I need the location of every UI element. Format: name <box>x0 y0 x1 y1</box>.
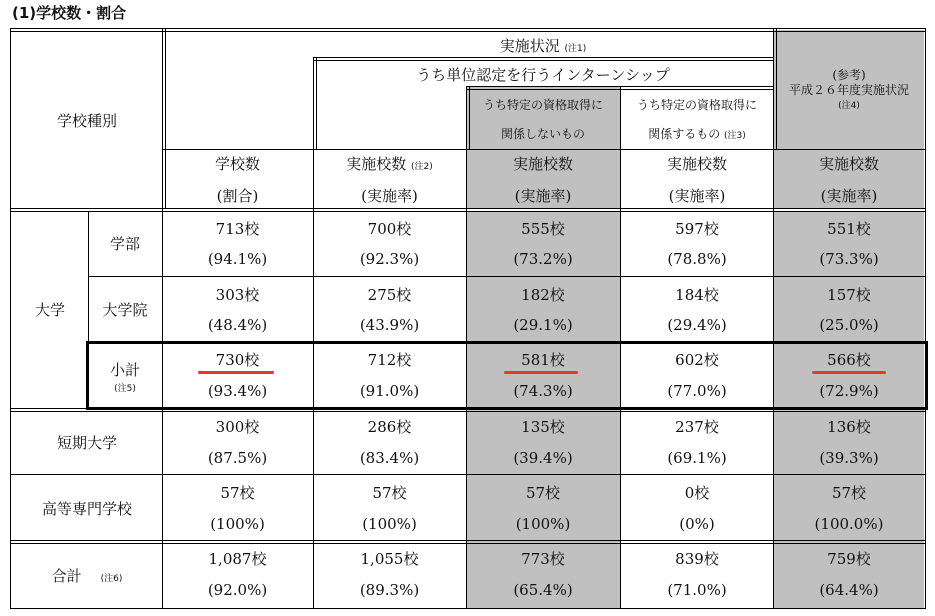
header-tokutei-nai-1: うち特定の資格取得に <box>482 98 603 112</box>
grid-line <box>925 28 926 609</box>
subtotal-box-border <box>86 407 928 410</box>
cell-rate: (92.0%) <box>207 581 268 599</box>
cell-count: 602校 <box>675 351 719 369</box>
note-4: (注4) <box>838 101 860 111</box>
grid-line <box>313 60 773 61</box>
cell-rate: (89.3%) <box>359 581 420 599</box>
grid-line <box>10 474 926 475</box>
cell-rate: (29.4%) <box>667 316 727 334</box>
subtotal-box-border <box>86 341 928 344</box>
cell-count: 555校 <box>521 220 565 238</box>
cell-rate: (48.4%) <box>207 316 268 334</box>
cell-count: 57校 <box>831 484 867 502</box>
cell-count: 597校 <box>675 220 719 238</box>
note-6: (注6) <box>100 574 123 584</box>
header-jisshi-jokyo <box>313 35 773 56</box>
header-jisshi-jokyo-label: 実施状況 <box>499 37 560 55</box>
cell-count: 237校 <box>675 418 719 436</box>
cell-count: 551校 <box>827 220 871 238</box>
cell-rate: (87.5%) <box>207 449 268 467</box>
header-col1-top: 学校数 <box>214 155 260 173</box>
header-col3-top: 実施校数 <box>512 155 573 173</box>
note-2: (注2) <box>411 162 433 172</box>
cell-rate: (25.0%) <box>819 316 879 334</box>
cell-rate: (0%) <box>679 515 715 533</box>
cell-rate: (73.3%) <box>819 250 879 268</box>
shade-col5-header <box>774 30 924 208</box>
header-tokutei-aru-2 <box>620 125 774 142</box>
cell-count: 0校 <box>684 484 710 502</box>
cell-count: 773校 <box>521 550 565 568</box>
cell-count: 157校 <box>827 286 871 304</box>
cell-count: 839校 <box>675 550 719 568</box>
header-col4-bot: (実施率) <box>668 187 726 205</box>
cell-count: 713校 <box>215 220 260 238</box>
section-title: (1)学校数・割合 <box>12 4 127 22</box>
cell-count: 300校 <box>215 418 260 436</box>
cell-rate: (91.0%) <box>359 382 420 400</box>
cell-rate: (74.3%) <box>513 382 573 400</box>
cell-count: 286校 <box>367 418 412 436</box>
header-col2-top <box>313 153 466 174</box>
subtotal-box-border <box>925 341 928 410</box>
cell-count: 57校 <box>372 484 407 502</box>
cell-rate: (93.4%) <box>207 382 268 400</box>
cell-rate: (92.3%) <box>359 250 420 268</box>
cell-count: 303校 <box>215 286 260 304</box>
header-tokutei-aru-1: うち特定の資格取得に <box>636 98 757 112</box>
grid-line <box>10 211 926 212</box>
cell-rate: (71.0%) <box>667 581 727 599</box>
grid-line <box>10 411 926 412</box>
row-label-tanki: 短期大学 <box>56 434 117 452</box>
cell-rate: (100.0%) <box>814 515 884 533</box>
cell-count: 1,055校 <box>360 550 419 568</box>
cell-count: 135校 <box>521 418 565 436</box>
cell-count: 275校 <box>367 286 412 304</box>
header-col4-top: 実施校数 <box>666 155 727 173</box>
header-h26: 平成２６年度実施状況 <box>788 83 909 97</box>
grid-line <box>10 540 926 541</box>
cell-rate: (64.4%) <box>819 581 879 599</box>
cell-rate: (77.0%) <box>667 382 727 400</box>
cell-count: 581校 <box>521 351 565 369</box>
note-1: (注1) <box>564 44 587 54</box>
grid-line <box>10 28 11 609</box>
cell-count: 184校 <box>675 286 719 304</box>
grid-line <box>10 31 926 32</box>
row-label-shokei: 小計 <box>109 361 140 379</box>
cell-rate: (83.4%) <box>359 449 420 467</box>
cell-rate: (39.4%) <box>513 449 573 467</box>
header-col3-bot: (実施率) <box>514 187 572 205</box>
grid-line <box>162 149 926 150</box>
highlight-underline <box>198 371 274 374</box>
cell-rate: (94.1%) <box>207 250 268 268</box>
row-label-gokei <box>12 565 162 586</box>
cell-count: 57校 <box>525 484 561 502</box>
grid-line <box>313 57 773 58</box>
grid-line <box>10 28 926 29</box>
header-school-type: 学校種別 <box>56 112 117 130</box>
note-3: (注3) <box>724 131 746 141</box>
grid-line <box>88 276 926 277</box>
cell-rate: (39.3%) <box>819 449 879 467</box>
highlight-underline <box>504 371 578 374</box>
cell-count: 1,087校 <box>208 550 267 568</box>
cell-count: 712校 <box>367 351 412 369</box>
cell-rate: (65.4%) <box>513 581 573 599</box>
cell-rate: (100%) <box>362 515 417 533</box>
cell-rate: (73.2%) <box>513 250 573 268</box>
highlight-underline <box>812 371 886 374</box>
row-label-koto: 高等専門学校 <box>41 500 132 518</box>
cell-rate: (100%) <box>210 515 265 533</box>
header-col5-bot: (実施率) <box>820 187 878 205</box>
header-col5-top: 実施校数 <box>818 155 879 173</box>
grid-line <box>10 208 926 209</box>
cell-rate: (43.9%) <box>359 316 420 334</box>
cell-rate: (69.1%) <box>667 449 727 467</box>
grid-line <box>10 543 926 544</box>
grid-line <box>10 608 926 609</box>
cell-count: 730校 <box>215 351 260 369</box>
cell-count: 57校 <box>220 484 255 502</box>
cell-rate: (29.1%) <box>513 316 573 334</box>
header-tokutei-nai-2: 関係しないもの <box>500 127 585 141</box>
header-sanko: (参考) <box>832 68 866 82</box>
row-label-gakubu: 学部 <box>109 235 140 253</box>
row-label-daigaku: 大学 <box>34 301 65 319</box>
header-col1-bot: (割合) <box>216 187 259 205</box>
grid-line <box>165 28 166 209</box>
cell-rate: (72.9%) <box>819 382 879 400</box>
note-5: (注5) <box>114 384 136 394</box>
cell-count: 566校 <box>827 351 871 369</box>
row-label-daigakuin: 大学院 <box>102 301 148 319</box>
header-tokutei-aru-2-label: 関係するもの <box>648 127 721 141</box>
cell-rate: (78.8%) <box>667 250 727 268</box>
header-uchi-tani: うち単位認定を行うインターンシップ <box>416 66 670 84</box>
cell-count: 700校 <box>367 220 412 238</box>
header-col2-bot: (実施率) <box>361 187 418 205</box>
cell-rate: (100%) <box>515 515 571 533</box>
cell-count: 759校 <box>827 550 871 568</box>
cell-count: 136校 <box>827 418 871 436</box>
row-label-gokei-label: 合計 <box>51 567 82 585</box>
cell-count: 182校 <box>521 286 565 304</box>
header-col2-top-label: 実施校数 <box>346 155 407 173</box>
